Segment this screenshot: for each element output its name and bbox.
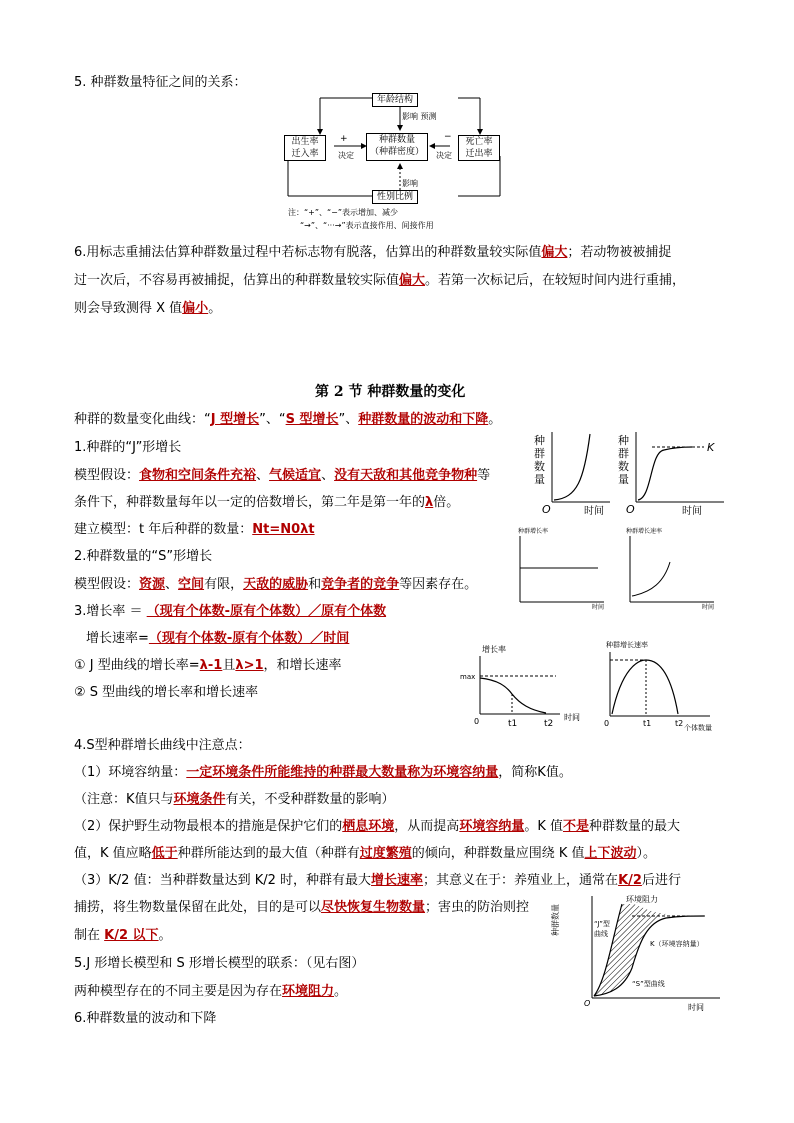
answer: 偏大 [399,273,426,288]
text: 等因素存在。 [399,577,478,592]
text: ”、 [338,412,359,427]
speed-curve [612,660,678,714]
fluctuation-title: 6.种群数量的波动和下降 [74,1011,217,1026]
answer: K/2 [618,873,642,888]
j-title: 1.种群的“J”形增长 [74,440,182,455]
text: 增长速率= [86,631,149,646]
text: 3.增长率 ＝ [74,604,147,619]
origin-label: O [542,503,551,516]
answer: S 型增长 [285,412,339,427]
death-rate-label: 死亡率 [465,137,493,147]
decide-label-left: 决定 [338,151,354,160]
t1-label: t1 [643,719,652,728]
graph-title: 增长率 [482,645,506,654]
protect-line-2 [74,845,656,863]
k-note [74,791,395,809]
text: 等 [477,468,491,483]
answer: 偏大 [541,245,568,260]
text: 、 [256,468,270,483]
protect-line-1 [74,818,680,836]
j-growth-speed-graph [622,524,718,610]
text: 种群的数量变化曲线：“ [74,412,211,427]
origin-label: O [626,503,635,516]
growth-speed-line [86,630,349,648]
emigration-rate-label: 迁出率 [465,149,493,159]
j-growth-rate-graph [512,524,608,610]
s-growth-rate-graph [458,642,592,732]
x-label: 时间 [564,713,580,722]
j-curve [554,434,590,500]
answer: 资源 [139,577,166,592]
s-curve-graph [616,430,726,515]
t1-label: t1 [508,719,518,729]
j-curve-label: “J”型 [594,920,610,928]
death-emigration-box [458,135,500,161]
answer: 过度繁殖 [359,846,412,861]
text: 过一次后，不容易再被捕捉，估算出的种群数量较实际值 [74,273,400,288]
answer: J 型增长 [210,412,260,427]
growth-rate-line [74,603,386,621]
text: 倍。 [433,495,460,510]
answer: 食物和空间条件充裕 [139,468,257,483]
y-label-char: 种 [534,434,545,447]
s-curve [638,447,692,500]
text: ；其意义在于：养殖业上，通常在 [423,873,619,888]
answer: 尽快恢复生物数量 [321,900,426,915]
text: 。 [334,984,348,999]
text: 则会导致测得 X 值 [74,301,183,316]
environment-resistance-graph [551,890,730,1014]
resistance-label: 环境阻力 [626,895,658,904]
text: 。 [488,412,502,427]
text: （3）K/2 值：当种群数量达到 K/2 时，种群有最大 [74,873,372,888]
x-label: 时间 [702,604,715,611]
influence-predict-label: 影响 预测 [402,112,437,121]
y-label-char: 数 [618,460,629,473]
text: 两种模型存在的不同主要是因为存在 [74,984,283,999]
answer: 增长速率 [371,873,424,888]
population-size-box [366,133,428,161]
answer: 气候适宜 [269,468,322,483]
s-rate-item: ② S 型曲线的增长率和增长速率 [74,685,259,700]
text: ；害虫的防治则控 [425,900,530,915]
text: 有限， [204,577,244,592]
k2-line-2 [74,899,529,917]
text: 模型假设： [74,577,140,592]
y-label-char: 量 [618,473,629,486]
text: 制在 [74,928,105,943]
text: 。 [208,301,222,316]
text: 的倾向，种群数量应围绕 K 值 [411,846,585,861]
j-curve-graph [532,430,612,515]
answer: 空间 [178,577,205,592]
answer: Nt=N0λt [252,522,315,537]
diagram-note-1: 注：“+”、“−”表示增加、减少 [288,208,398,217]
k-label: K（环境容纳量） [650,940,704,948]
origin-label: 0 [604,719,610,728]
answer: 天敌的威胁 [243,577,309,592]
j-rate-item [74,657,342,675]
y-label-char: 群 [534,447,545,460]
answer: 上下波动 [584,846,637,861]
relation-difference [74,983,347,1001]
text: ”、“ [259,412,286,427]
text: （注意：K值只与 [74,792,174,807]
k-definition [74,764,572,782]
text: （1）环境容纳量： [74,765,187,780]
x-label: 时间 [682,506,702,517]
sex-ratio-box: 性别比例 [372,190,418,204]
text: ① J 型曲线的增长率= [74,658,200,673]
s6-line-1 [74,244,671,262]
text: 、 [321,468,335,483]
y-label-char: 种 [618,434,629,447]
x-label: 时间 [688,1003,704,1012]
text: 且 [222,658,236,673]
section-5-title: 5. 种群数量特征之间的关系： [74,75,247,90]
answer: K/2 以下 [104,928,159,943]
text: ；若动物被被捕捉 [567,245,672,260]
answer: 竞争者的竞争 [321,577,400,592]
k2-line-1 [74,872,681,890]
text: 种群所能达到的最大值（种群有 [177,846,360,861]
text: 种群数量的最大 [589,819,681,834]
x-label: 个体数量 [684,724,712,732]
birth-immigration-box [284,135,326,161]
answer: 环境容纳量 [459,819,525,834]
text: ，和增长速率 [263,658,342,673]
plus-sign: + [340,134,348,144]
text: ）。 [636,846,657,861]
y-label-char: 量 [534,473,545,486]
s-title: 2.种群数量的“S”形增长 [74,549,213,564]
immigration-rate-label: 迁入率 [291,149,319,159]
answer: λ-1 [199,658,223,673]
s6-line-3 [74,300,221,318]
text: 值，K 值应略 [74,846,152,861]
text: 条件下，种群数量每年以一定的倍数增长，第二年是第一年的 [74,495,426,510]
text: 建立模型：t 年后种群的数量： [74,522,253,537]
answer: 环境条件 [173,792,226,807]
text: 后进行 [641,873,681,888]
answer: （现有个体数-原有个体数）／原有个体数 [146,604,387,619]
population-size-label: 种群数量 [378,135,415,145]
text: 6.用标志重捕法估算种群数量过程中若标志物有脱落，估算出的种群数量较实际值 [74,245,542,260]
text: 。若第一次标记后，在较短时间内进行重捕， [425,273,686,288]
answer: λ [425,495,434,510]
age-structure-box: 年龄结构 [372,93,418,107]
text: ，简称K值。 [498,765,572,780]
text: 模型假设： [74,468,140,483]
text: 、 [165,577,179,592]
population-density-label: （种群密度） [369,147,424,157]
birth-rate-label: 出生率 [291,137,319,147]
s6-line-2 [74,272,685,290]
graph-title: 种群增长速率 [626,528,663,535]
text: （2）保护野生动物最根本的措施是保护它们的 [74,819,343,834]
k-label: K [707,441,715,454]
y-label: 种群数量 [551,904,560,936]
text: 。 [158,928,172,943]
attn-title: 4.S型种群增长曲线中注意点： [74,738,251,753]
answer: 种群数量的波动和下降 [358,412,489,427]
origin-label: O [584,999,591,1008]
answer: 不是 [563,819,590,834]
s-growth-speed-graph [598,638,728,732]
speed-curve [632,562,670,596]
decide-label-right: 决定 [436,151,452,160]
text: 和 [308,577,322,592]
x-label: 时间 [592,604,605,611]
answer: 一定环境条件所能维持的种群最大数量称为环境容纳量 [186,765,499,780]
section-2-title: 第 2 节 种群数量的变化 [315,384,466,400]
j-condition [74,494,459,512]
max-label: max [460,673,476,681]
rate-curve [480,678,546,713]
t2-label: t2 [544,719,554,729]
text: 。K 值 [524,819,563,834]
answer: λ>1 [235,658,264,673]
text: 有关，不受种群数量的影响） [225,792,395,807]
answer: 偏小 [182,301,209,316]
curves-line [74,411,501,429]
t2-label: t2 [675,719,684,728]
answer: 低于 [151,846,178,861]
answer: 栖息环境 [342,819,395,834]
j-model [74,521,315,539]
y-label-char: 群 [618,447,629,460]
y-label-char: 数 [534,460,545,473]
answer: 环境阻力 [282,984,335,999]
s-assumption [74,576,477,594]
answer: （现有个体数-原有个体数）／时间 [148,631,350,646]
diagram-note-2: “→”、“···→”表示直接作用、间接作用 [300,221,434,230]
text: ，从而提高 [394,819,460,834]
k2-line-3 [74,927,172,945]
j-assumption [74,467,490,485]
j-curve-label: 曲线 [594,930,608,938]
minus-sign: − [444,132,452,142]
origin-label: 0 [474,717,480,726]
relation-title: 5.J 形增长模型和 S 形增长模型的联系：（见右图） [74,956,365,971]
x-label: 时间 [584,506,604,517]
graph-title: 种群增长速率 [606,641,648,649]
answer: 没有天敌和其他竞争物种 [334,468,478,483]
influence-label: 影响 [402,179,418,188]
text: 捕捞，将生物数量保留在此处，目的是可以 [74,900,322,915]
graph-title: 种群增长率 [518,528,549,535]
s-curve-label: “S”型曲线 [632,980,665,988]
